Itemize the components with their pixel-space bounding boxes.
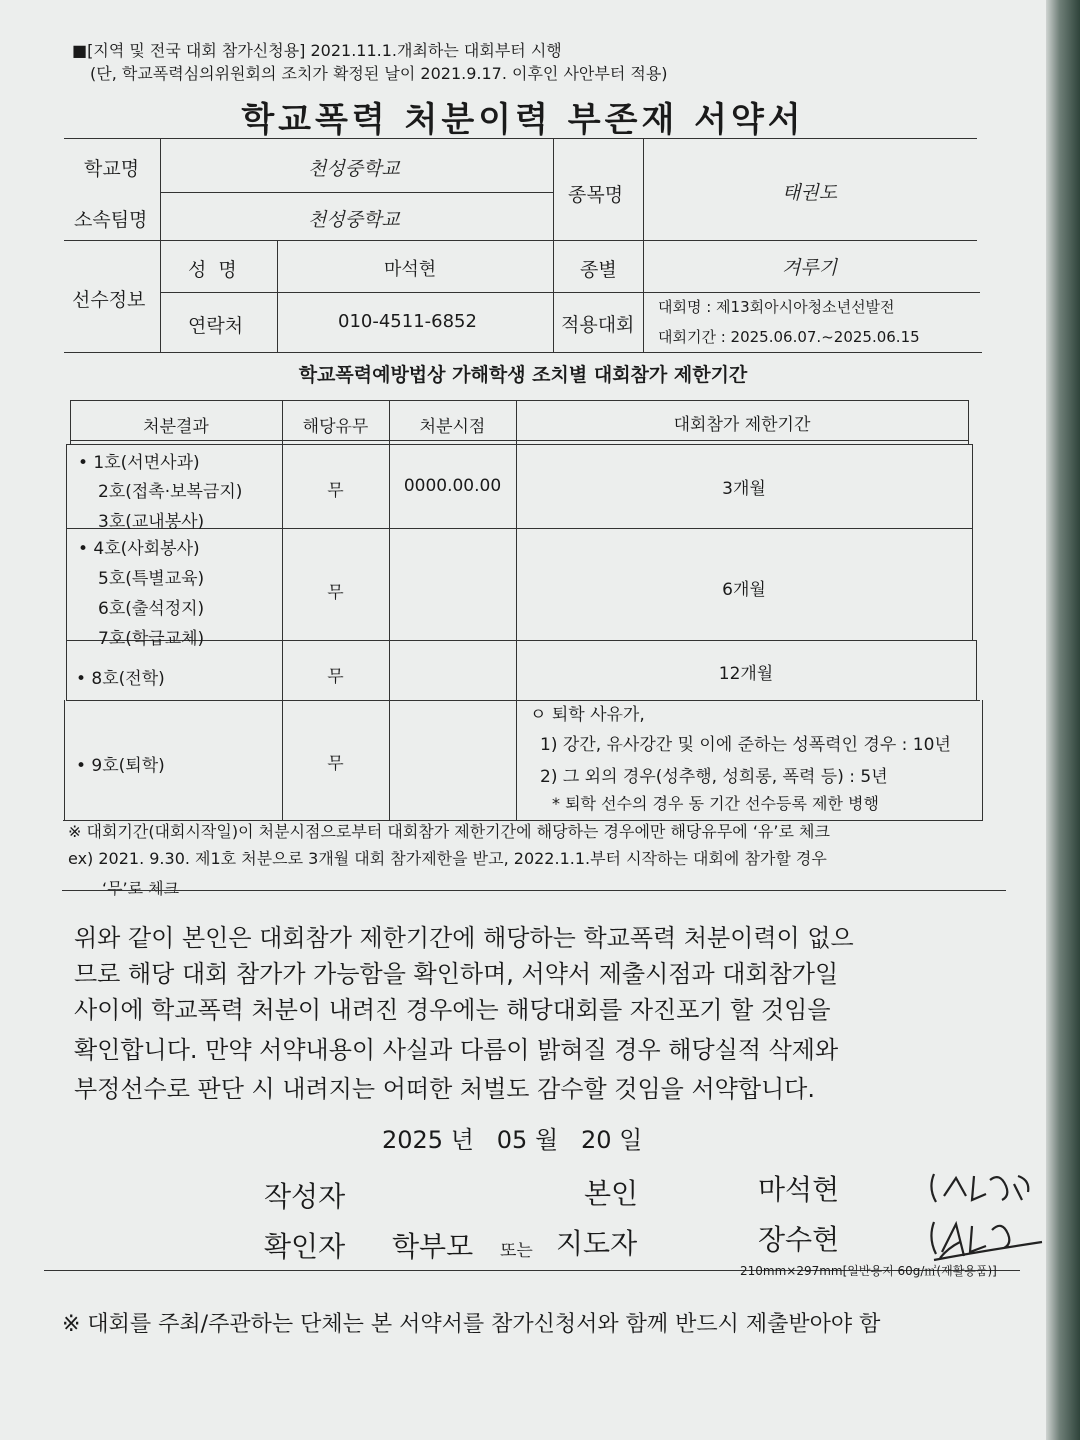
event-name: 대회명 : 제13회아시아청소년선발전 xyxy=(658,298,895,316)
confirmer-signature xyxy=(926,1212,1046,1268)
note-1: ※ 대회기간(대회시작일)이 처분시점으로부터 대회참가 제한기간에 해당하는 경우에만 해당유무에 ‘유’로 체크 xyxy=(68,822,830,841)
event-period: 대회기간 : 2025.06.07.~2025.06.15 xyxy=(658,328,920,346)
paper-spec: 210mm×297mm[일반용지 60g/㎡(재활용품)] xyxy=(740,1264,997,1278)
pledge-line-2: 므로 해당 대회 참가가 가능함을 확인하며, 서약서 제출시점과 대회참가일 xyxy=(74,960,839,988)
writer-label: 작성자 xyxy=(264,1180,346,1213)
pledge-date: 2025 년 05 월 20 일 xyxy=(382,1126,643,1154)
sport-label: 종목명 xyxy=(568,184,624,206)
table-row-3-applicable: 무 xyxy=(327,667,344,687)
table-row-1-item-3: 3호(교내봉사) xyxy=(98,512,205,532)
school-label: 학교명 xyxy=(84,158,140,180)
contact-value: 010-4511-6852 xyxy=(338,311,477,332)
name-label: 성 명 xyxy=(188,259,237,281)
table-row-3-item-1: • 8호(전학) xyxy=(76,669,165,689)
category-value: 겨루기 xyxy=(782,257,838,279)
confirmer-role-coach: 지도자 xyxy=(556,1227,638,1260)
header-line-1: ■[지역 및 전국 대회 참가신청용] 2021.11.1.개최하는 대회부터 시행 xyxy=(72,41,562,60)
table-row-1-period: 3개월 xyxy=(722,479,766,499)
note-3: ‘무’로 체크 xyxy=(102,879,180,898)
table-row-2-period: 6개월 xyxy=(722,580,766,600)
writer-name: 마석현 xyxy=(758,1173,840,1206)
table-row-2-applicable: 무 xyxy=(327,583,344,603)
table-row-1-item-2: 2호(접촉·보복금지) xyxy=(98,482,243,502)
confirmer-or: 또는 xyxy=(500,1241,533,1261)
category-label: 종별 xyxy=(580,259,617,281)
col-header-result: 처분결과 xyxy=(143,417,209,437)
team-label: 소속팀명 xyxy=(74,209,148,231)
pledge-line-3: 사이에 학교폭력 처분이 내려진 경우에는 해당대회를 자진포기 할 것임을 xyxy=(74,996,831,1024)
desk-edge xyxy=(1046,0,1080,1440)
table-row-4-period-line-3: 2) 그 외의 경우(성추행, 성희롱, 폭력 등) : 5년 xyxy=(540,767,888,787)
table-row-4-period-line-4: * 퇴학 선수의 경우 동 기간 선수등록 제한 병행 xyxy=(552,794,879,813)
table-row-4-period-line-1: ㅇ 퇴학 사유가, xyxy=(530,705,645,725)
table-row-1-date: 0000.00.00 xyxy=(403,476,502,496)
writer-signature xyxy=(926,1166,1036,1210)
team-value: 천성중학교 xyxy=(308,209,400,231)
player-info-label: 선수정보 xyxy=(72,289,146,311)
table-row-4-period-line-2: 1) 강간, 유사강간 및 이에 준하는 성폭력인 경우 : 10년 xyxy=(540,735,951,755)
confirmer-role-parent: 학부모 xyxy=(392,1230,474,1263)
col-header-applicable: 해당유무 xyxy=(302,417,369,437)
table-row-2-item-4: 7호(학급교체) xyxy=(98,629,205,649)
event-label: 적용대회 xyxy=(561,314,635,336)
table-row-2-item-3: 6호(출석정지) xyxy=(98,599,205,619)
table-row-4-applicable: 무 xyxy=(327,754,344,774)
document-title: 학교폭력 처분이력 부존재 서약서 xyxy=(241,100,805,140)
table-row-2-item-1: • 4호(사회봉사) xyxy=(78,539,200,559)
header-line-2: (단, 학교폭력심의위원회의 조치가 확정된 날이 2021.9.17. 이후인 사안부터 적용) xyxy=(90,64,668,83)
pledge-line-4: 확인합니다. 만약 서약내용이 사실과 다름이 밝혀질 경우 해당실적 삭제와 xyxy=(74,1036,839,1064)
writer-role: 본인 xyxy=(584,1177,639,1210)
table-row-1-applicable: 무 xyxy=(327,481,344,501)
col-header-date: 처분시점 xyxy=(419,417,486,437)
col-header-period: 대회참가 제한기간 xyxy=(673,415,811,435)
pledge-line-1: 위와 같이 본인은 대회참가 제한기간에 해당하는 학교폭력 처분이력이 없으 xyxy=(74,924,854,952)
name-value: 마석현 xyxy=(384,259,437,280)
note-2: ex) 2021. 9.30. 제1호 처분으로 3개월 대회 참가제한을 받고, 2022.1.1.부터 시작하는 대회에 참가할 경우 xyxy=(68,849,827,868)
sport-value: 태권도 xyxy=(782,182,838,204)
table-row-1-item-1: • 1호(서면사과) xyxy=(78,453,200,473)
contact-label: 연락처 xyxy=(188,315,244,337)
table-row-2-item-2: 5호(특별교육) xyxy=(98,569,205,589)
table-row-4-item-1: • 9호(퇴학) xyxy=(76,756,165,776)
school-value: 천성중학교 xyxy=(308,158,400,180)
confirmer-label: 확인자 xyxy=(264,1230,346,1263)
final-note: ※ 대회를 주최/주관하는 단체는 본 서약서를 참가신청서와 함께 반드시 제출받아야 함 xyxy=(62,1312,881,1337)
pledge-line-5: 부정선수로 판단 시 내려지는 어떠한 처벌도 감수할 것임을 서약합니다. xyxy=(74,1075,815,1103)
restriction-table-title: 학교폭력예방법상 가해학생 조치별 대회참가 제한기간 xyxy=(298,364,748,386)
table-row-3-period: 12개월 xyxy=(718,664,774,684)
confirmer-name: 장수현 xyxy=(758,1223,840,1256)
